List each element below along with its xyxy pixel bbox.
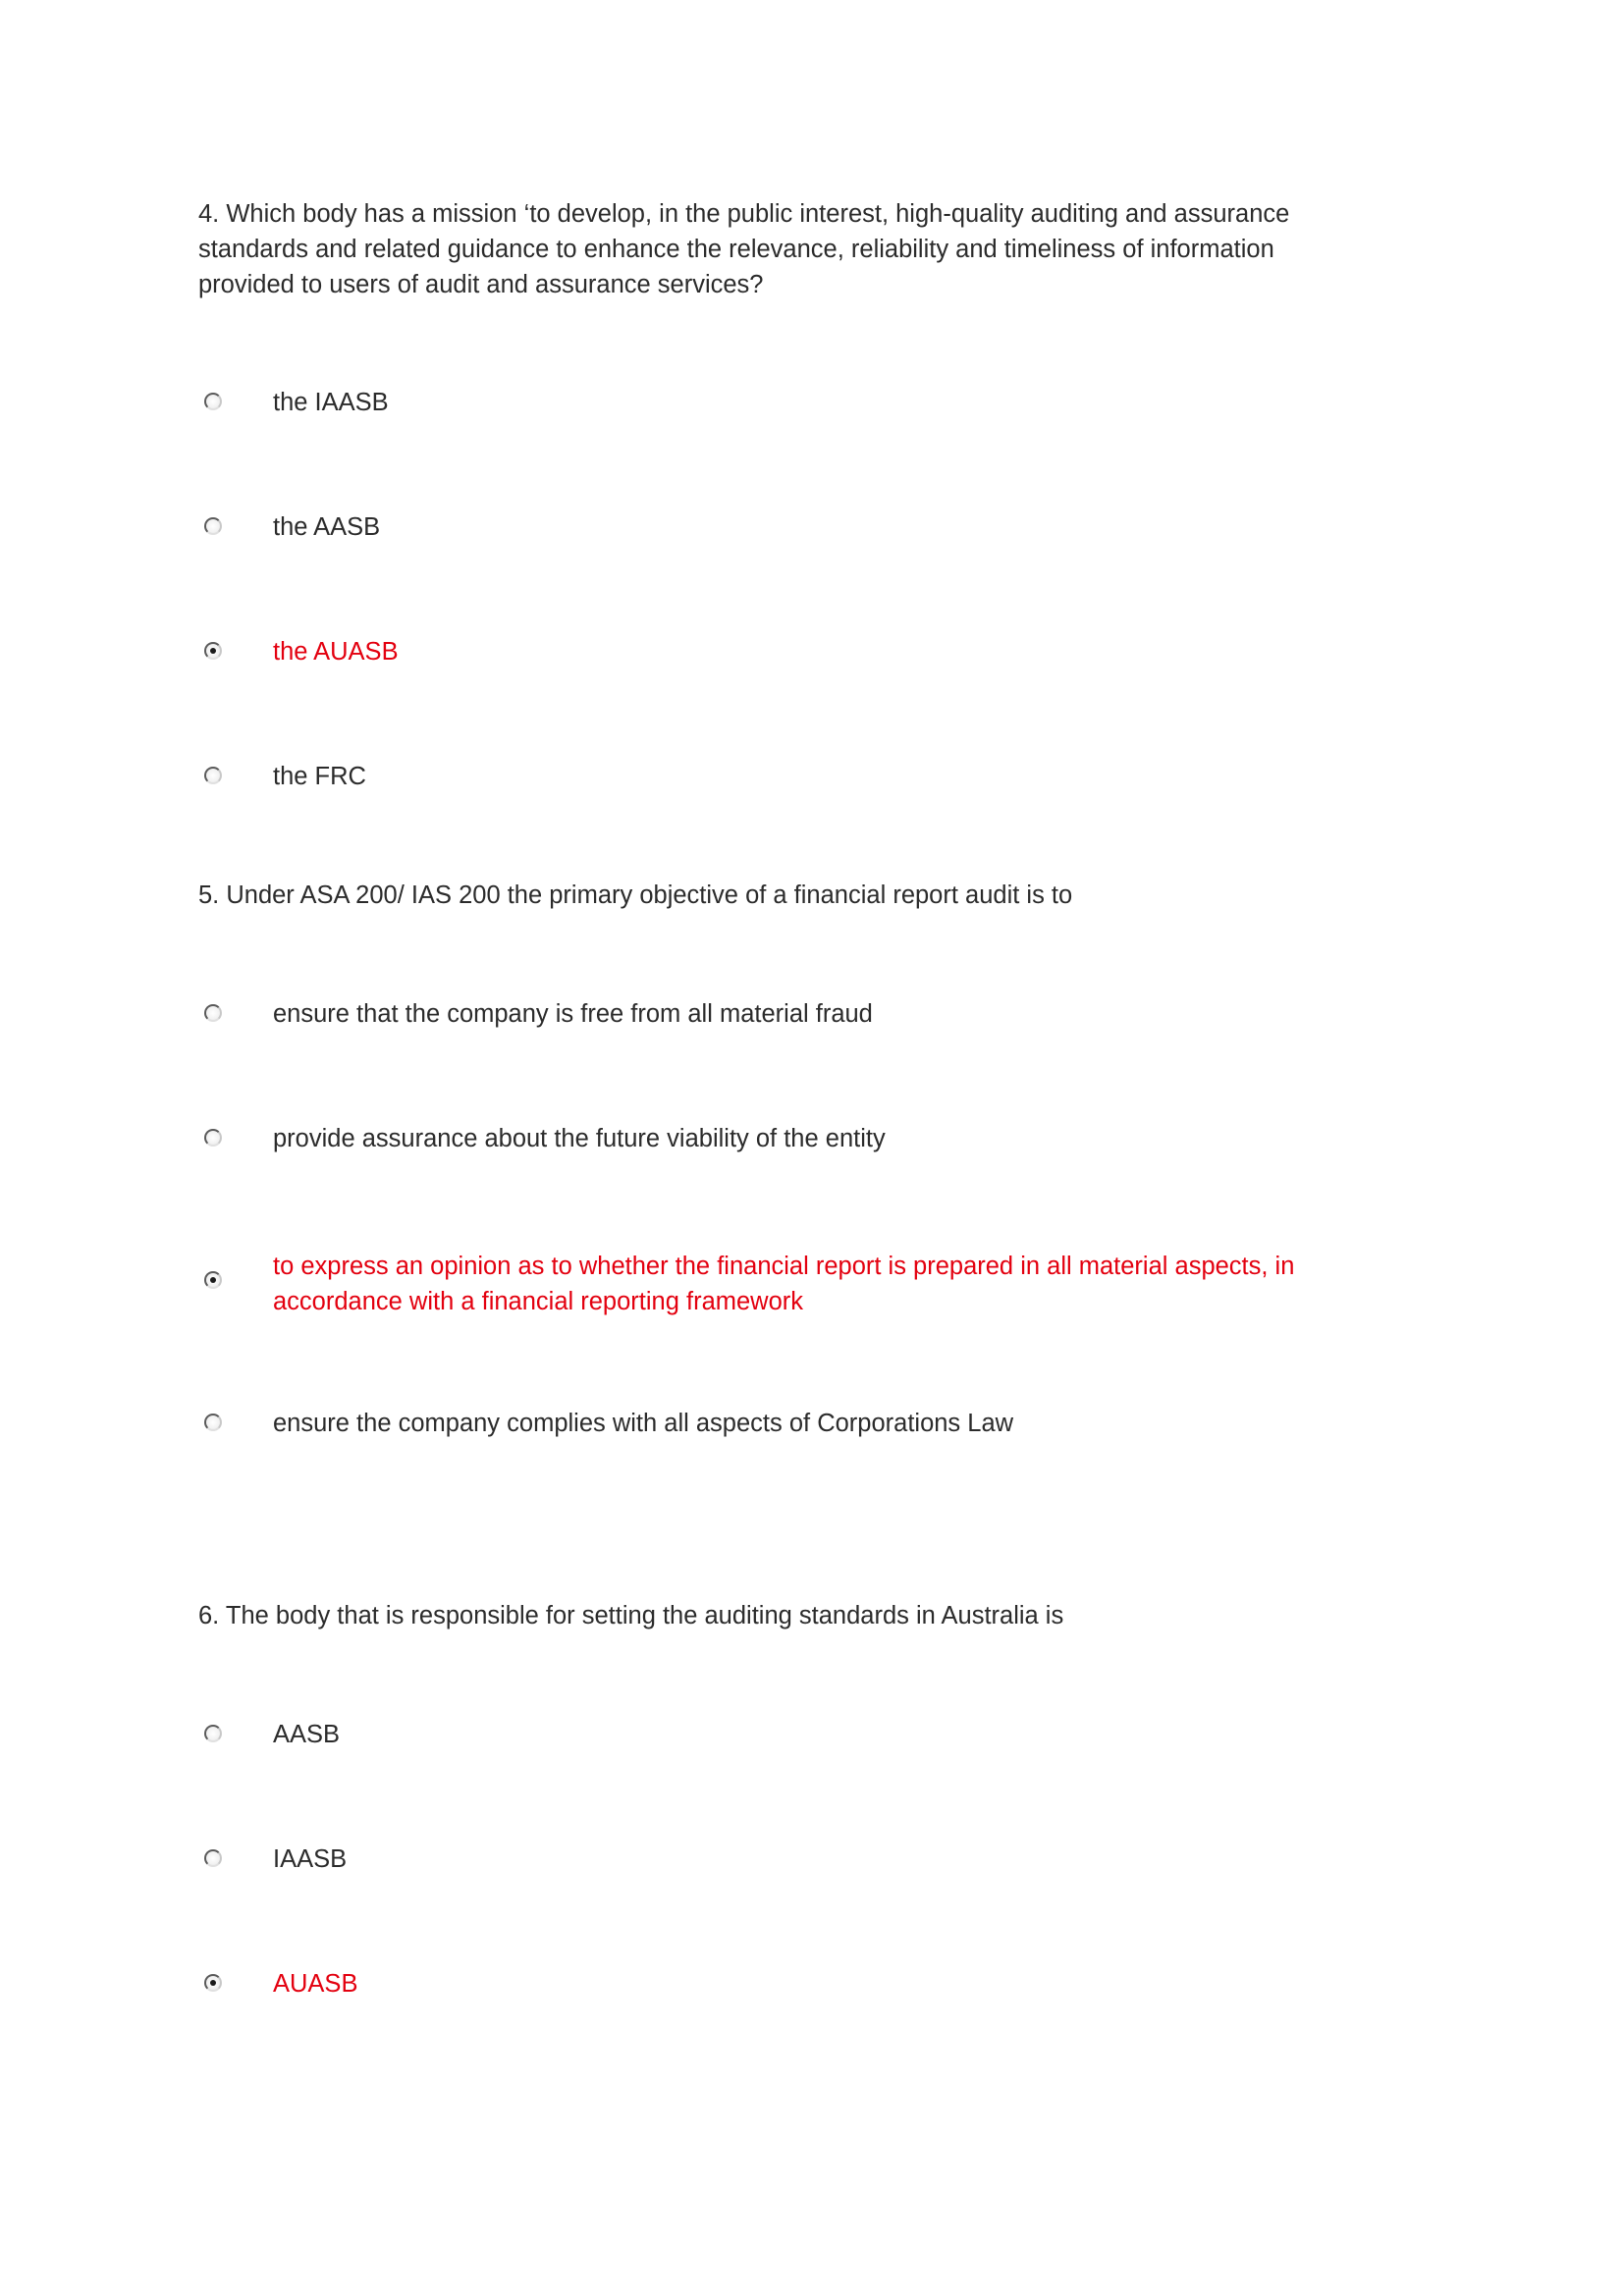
radio-unselected-icon[interactable] — [204, 767, 222, 784]
radio-unselected-icon[interactable] — [204, 1849, 222, 1867]
radio-unselected-icon[interactable] — [204, 1129, 222, 1147]
radio-unselected-icon[interactable] — [204, 1004, 222, 1022]
question-5-option-4[interactable] — [200, 1410, 1379, 1453]
option-label: IAASB — [273, 1845, 348, 1873]
option-label-selected: to express an opinion as to whether the financial report is prepared in all material aspects, in accordance with a financial reporting framework — [273, 1253, 1295, 1315]
option-label-selected: the AUASB — [273, 638, 399, 666]
question-4-text: 4. Which body has a mission ‘to develop, in the public interest, high-quality auditing and assurance standards and related guidance to enhance the relevance, reliability and timeliness of information provided to users of audit and assurance services? — [198, 200, 1290, 298]
question-5-text: 5. Under ASA 200/ IAS 200 the primary objective of a financial report audit is to — [198, 881, 1073, 909]
question-4-option-2[interactable] — [200, 513, 1379, 557]
question-5-option-3[interactable] — [200, 1253, 1379, 1350]
question-5-option-1[interactable] — [200, 1000, 1379, 1043]
option-label: ensure that the company is free from all material fraud — [273, 1000, 873, 1028]
radio-unselected-icon[interactable] — [204, 1725, 222, 1742]
radio-unselected-icon[interactable] — [204, 1414, 222, 1431]
option-label-selected: AUASB — [273, 1970, 358, 1998]
question-5-option-2[interactable] — [200, 1125, 1379, 1168]
option-label: AASB — [273, 1721, 341, 1748]
question-6-option-3[interactable] — [200, 1970, 1379, 2013]
radio-selected-icon[interactable] — [204, 1271, 222, 1289]
option-label: the FRC — [273, 763, 366, 790]
question-6-option-2[interactable] — [200, 1845, 1379, 1889]
radio-unselected-icon[interactable] — [204, 517, 222, 535]
radio-unselected-icon[interactable] — [204, 393, 222, 410]
question-4-option-1[interactable] — [200, 389, 1379, 432]
option-label: the AASB — [273, 513, 381, 541]
radio-selected-icon[interactable] — [204, 642, 222, 660]
question-4-option-4[interactable] — [200, 763, 1379, 806]
option-label: the IAASB — [273, 389, 389, 416]
radio-selected-icon[interactable] — [204, 1974, 222, 1992]
question-6-option-1[interactable] — [200, 1721, 1379, 1764]
question-6-text: 6. The body that is responsible for setting the auditing standards in Australia is — [198, 1602, 1064, 1629]
question-4-option-3[interactable] — [200, 638, 1379, 681]
option-label: provide assurance about the future viability of the entity — [273, 1125, 886, 1152]
option-label: ensure the company complies with all aspects of Corporations Law — [273, 1410, 1014, 1437]
